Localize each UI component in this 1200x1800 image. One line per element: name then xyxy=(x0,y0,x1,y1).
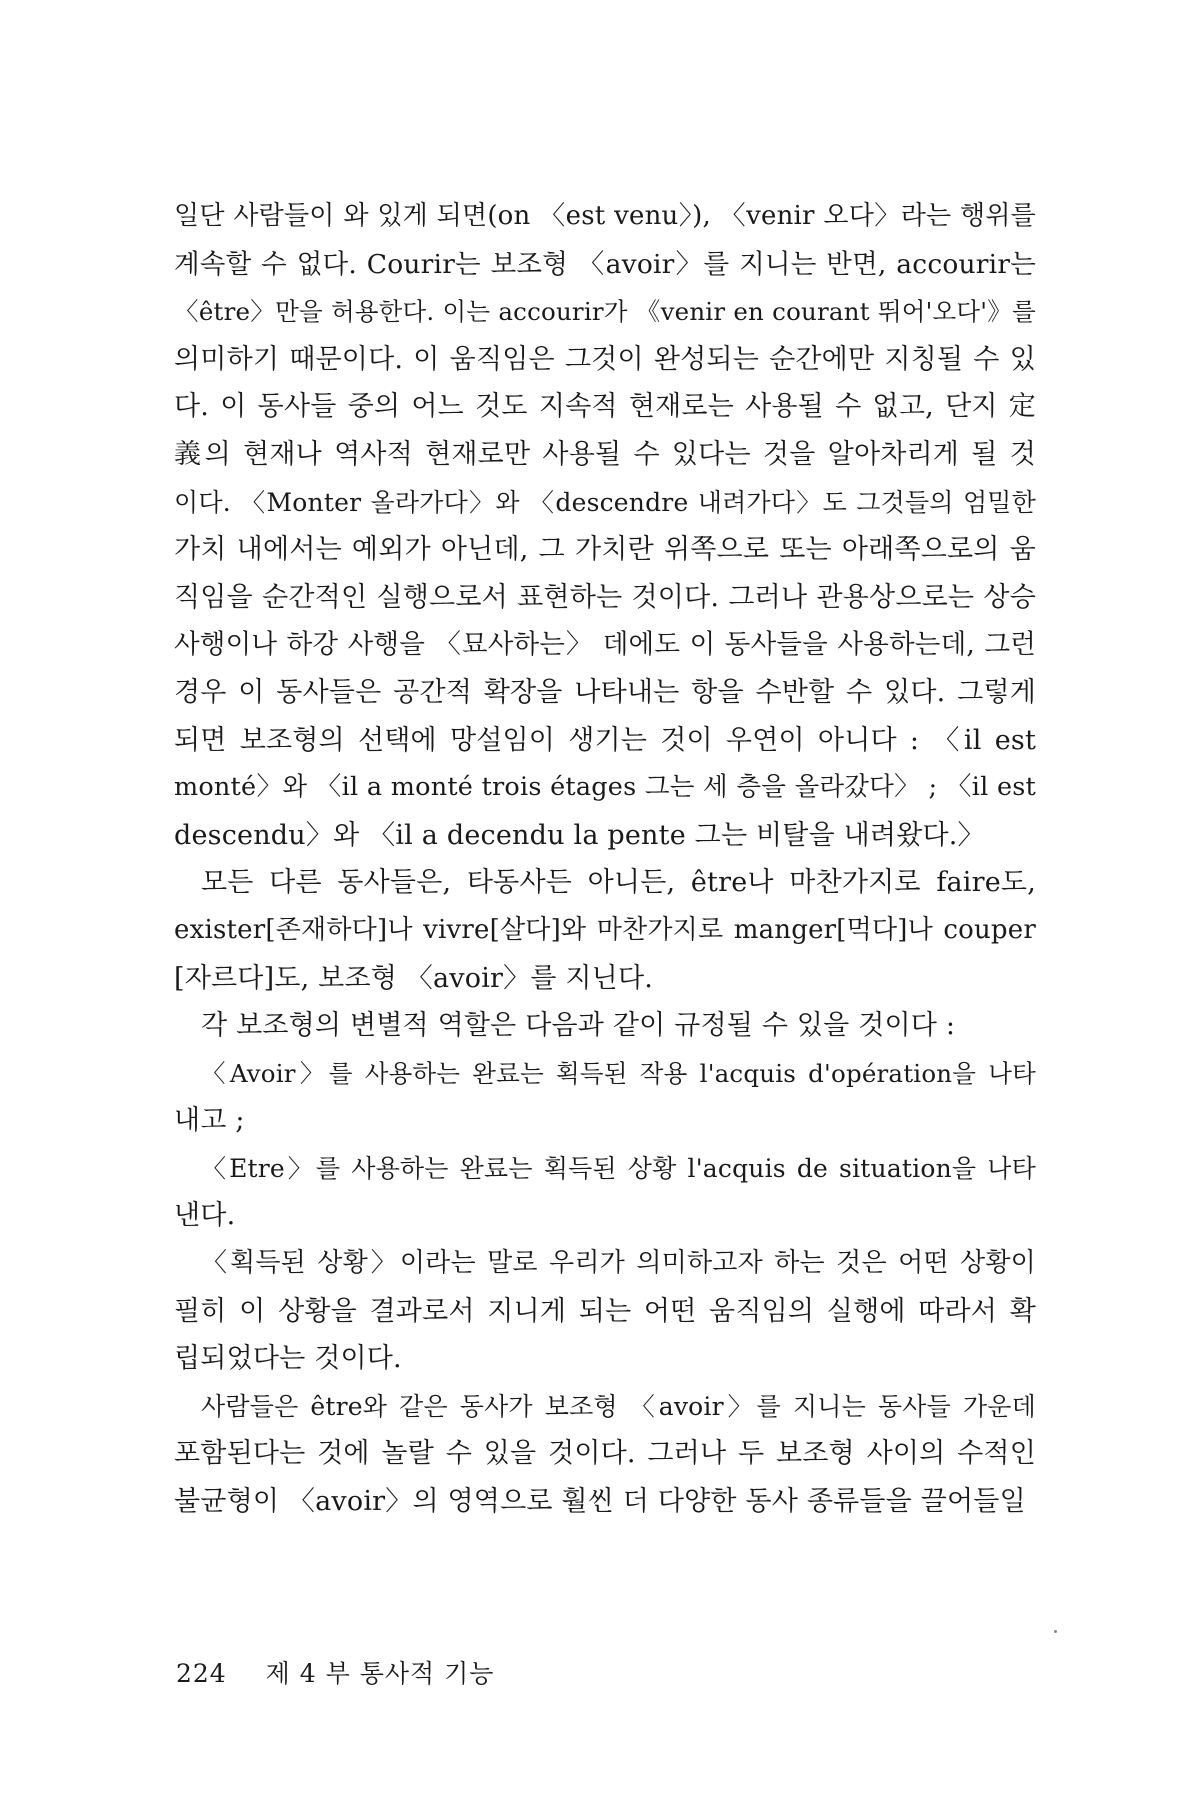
text-line: monté〉와 〈il a monté trois étages 그는 세 층을 올라갔다〉 ; 〈il est xyxy=(174,772,1036,803)
paragraph xyxy=(174,859,1036,1002)
paragraph xyxy=(174,1050,1036,1145)
text-line: 〈획득된 상황〉이라는 말로 우리가 의미하고자 하는 것은 어떤 상황이 xyxy=(201,1248,1036,1279)
text-line: 내고 ; xyxy=(174,1105,245,1137)
paragraph xyxy=(174,1145,1036,1240)
scan-speck xyxy=(1054,1630,1057,1633)
text-line: [자르다]도, 보조형 〈avoir〉를 지닌다. xyxy=(174,962,654,994)
body-text xyxy=(174,193,1036,1526)
paragraph xyxy=(174,1002,1036,1050)
page-footer xyxy=(176,1654,494,1690)
text-line: 포함된다는 것에 놀랄 수 있을 것이다. 그러나 두 보조형 사이의 수적인 xyxy=(174,1438,1036,1470)
text-line: 일단 사람들이 와 있게 되면(on 〈est venu〉), 〈venir 오다〉라는 행위를 xyxy=(174,201,1037,231)
text-line: 립되었다는 것이다. xyxy=(174,1343,402,1375)
text-line: 의미하기 때문이다. 이 움직임은 그것이 완성되는 순간에만 지칭될 수 있 xyxy=(174,343,1036,375)
text-line: exister[존재하다]나 vivre[살다]와 마찬가지로 manger[먹다]나 couper xyxy=(174,914,1036,945)
text-line: 가치 내에서는 예외가 아닌데, 그 가치란 위쪽으로 또는 아래쪽으로의 움 xyxy=(174,534,1036,566)
text-line: 필히 이 상황을 결과로서 지니게 되는 어떤 움직임의 실행에 따라서 확 xyxy=(174,1295,1036,1327)
text-line: 사람들은 être와 같은 동사가 보조형 〈avoir〉를 지니는 동사들 가운데 xyxy=(201,1391,1036,1421)
text-line: 낸다. xyxy=(174,1200,236,1232)
text-line: 직임을 순간적인 실행으로서 표현하는 것이다. 그러나 관용상으로는 상승 xyxy=(174,581,1036,613)
paragraph xyxy=(174,1240,1036,1383)
text-line: 다. 이 동사들 중의 어느 것도 지속적 현재로는 사용될 수 없고, 단지 定 xyxy=(174,391,1036,423)
text-line: 계속할 수 없다. Courir는 보조형 〈avoir〉를 지니는 반면, accourir는 xyxy=(174,248,1036,280)
text-line: 되면 보조형의 선택에 망설임이 생기는 것이 우연이 아니다 : 〈il est xyxy=(174,724,1036,756)
text-line: 이다. 〈Monter 올라가다〉와 〈descendre 내려가다〉도 그것들의 엄밀한 xyxy=(174,487,1036,517)
text-line: 불균형이 〈avoir〉의 영역으로 훨씬 더 다양한 동사 종류들을 끌어들일 xyxy=(174,1486,1026,1518)
text-line: 사행이나 하강 사행을 〈묘사하는〉 데에도 이 동사들을 사용하는데, 그런 xyxy=(174,629,1036,661)
text-line: descendu〉와 〈il a decendu la pente 그는 비탈을 내려왔다.〉 xyxy=(174,819,985,851)
text-line: 〈Avoir〉를 사용하는 완료는 획득된 작용 l'acquis d'opération을 나타 xyxy=(201,1058,1036,1088)
text-line: 모든 다른 동사들은, 타동사든 아니든, être나 마찬가지로 faire도, xyxy=(201,867,1036,899)
text-line: 경우 이 동사들은 공간적 확장을 나타내는 항을 수반할 수 있다. 그렇게 xyxy=(174,676,1036,708)
text-line: 〈être〉만을 허용한다. 이는 accourir가 《venir en courant 뛰어'오다'》를 xyxy=(174,297,1036,327)
paragraph xyxy=(174,193,1036,859)
text-line: 각 보조형의 변별적 역할은 다음과 같이 규정될 수 있을 것이다 : xyxy=(201,1010,956,1042)
text-line: 義의 현재나 역사적 현재로만 사용될 수 있다는 것을 알아차리게 될 것 xyxy=(174,438,1036,470)
text-line: 〈Etre〉를 사용하는 완료는 획득된 상황 l'acquis de situation을 나타 xyxy=(201,1153,1036,1183)
page-number: 224 xyxy=(176,1659,227,1688)
paragraph xyxy=(174,1383,1036,1526)
section-title: 제 4 부 통사적 기능 xyxy=(265,1659,495,1688)
